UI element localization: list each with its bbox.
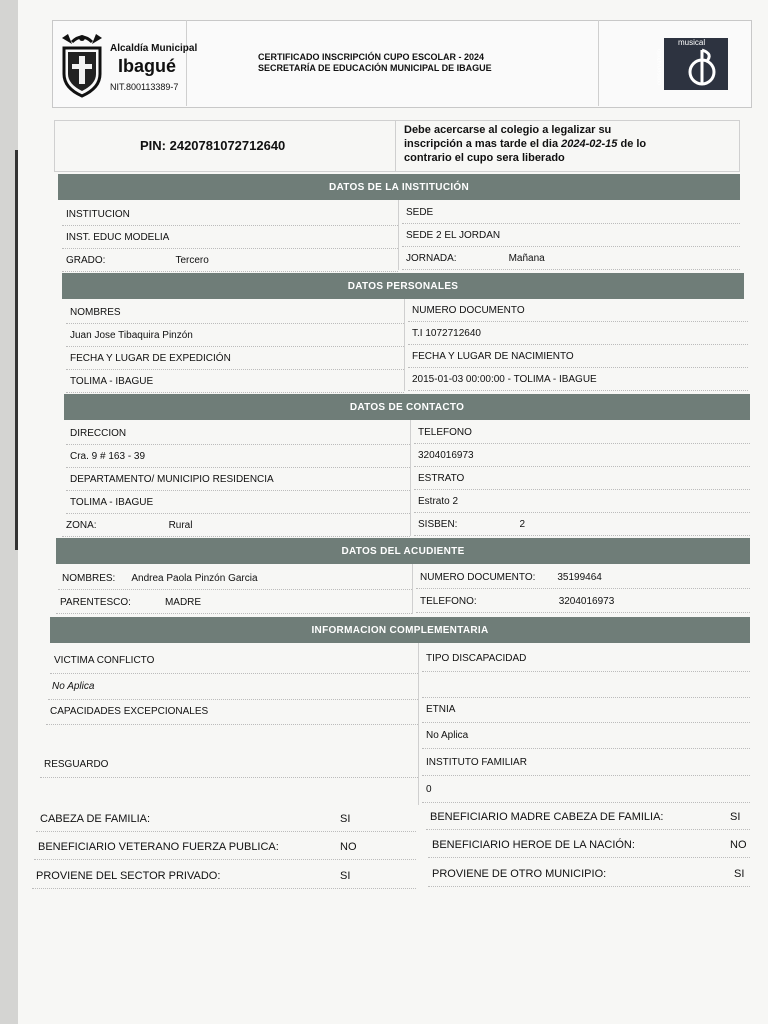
grado-row — [62, 250, 398, 272]
otro-municipio-row — [428, 861, 750, 887]
nombres-value: Juan Jose Tibaquira Pinzón — [66, 325, 404, 347]
jornada-row — [402, 248, 740, 270]
acudiente-telefono-value: 3204016973 — [558, 596, 615, 607]
beneficiario-madre-label: BENEFICIARIO MADRE CABEZA DE FAMILIA: — [430, 810, 664, 823]
sisben-value: 2 — [519, 519, 526, 530]
notice-line-3: contrario el cupo sera liberado — [404, 152, 565, 164]
direccion-value: Cra. 9 # 163 - 39 — [66, 446, 410, 468]
estrato-label: ESTRATO — [414, 468, 750, 490]
nacimiento-value: 2015-01-03 00:00:00 - TOLIMA - IBAGUE — [408, 369, 748, 391]
column-divider — [418, 643, 419, 805]
parentesco-label: PARENTESCO: — [60, 597, 131, 608]
victima-label: VICTIMA CONFLICTO — [50, 648, 418, 674]
column-divider — [410, 420, 411, 536]
acudiente-telefono-row — [416, 591, 750, 613]
capacidades-label: CAPACIDADES EXCEPCIONALES — [46, 699, 418, 725]
cabeza-familia-label: CABEZA DE FAMILIA: — [40, 812, 151, 825]
otro-municipio-label: PROVIENE DE OTRO MUNICIPIO: — [432, 867, 607, 880]
acudiente-documento-row — [416, 567, 750, 589]
section-bar-contacto: DATOS DE CONTACTO — [64, 394, 750, 420]
grado-value: Tercero — [175, 255, 209, 266]
acudiente-nombres-label: NOMBRES: — [62, 573, 116, 584]
acudiente-nombres-row — [58, 568, 412, 590]
documento-value: T.I 1072712640 — [408, 323, 748, 345]
column-divider — [412, 564, 413, 614]
notice-text: inscripción a mas tarde el dia — [404, 138, 559, 150]
discapacidad-value — [422, 672, 750, 698]
pin-divider — [395, 120, 396, 172]
beneficiario-madre-row — [426, 804, 750, 830]
section-bar-acudiente: DATOS DEL ACUDIENTE — [56, 538, 750, 564]
heroe-row — [428, 832, 750, 858]
certificate-page — [18, 0, 768, 1024]
conservatorio-logo — [657, 38, 728, 90]
logo-text-musical: musical — [678, 38, 706, 47]
etnia-label: ETNIA — [422, 697, 750, 723]
zona-label: ZONA: — [66, 520, 97, 531]
cabeza-familia-value: SI — [340, 812, 351, 825]
acudiente-nombres-value: Andrea Paola Pinzón Garcia — [131, 573, 258, 584]
otro-municipio-value: SI — [734, 867, 745, 880]
acudiente-documento-label: NUMERO DOCUMENTO: — [420, 572, 536, 583]
veterano-label: BENEFICIARIO VETERANO FUERZA PUBLICA: — [38, 840, 279, 853]
sector-privado-label: PROVIENE DEL SECTOR PRIVADO: — [36, 869, 221, 882]
telefono-value: 3204016973 — [414, 445, 750, 467]
alcaldia-text: Alcaldía Municipal — [110, 43, 198, 54]
jornada-label: JORNADA: — [406, 253, 457, 264]
sede-label: SEDE — [402, 202, 740, 224]
departamento-value: TOLIMA - IBAGUE — [66, 492, 410, 514]
documento-label: NUMERO DOCUMENTO — [408, 300, 748, 322]
section-bar-complementaria: INFORMACION COMPLEMENTARIA — [50, 617, 750, 643]
sisben-label: SISBEN: — [418, 519, 458, 530]
sector-privado-row — [32, 863, 416, 889]
expedicion-value: TOLIMA - IBAGUE — [66, 371, 404, 393]
parentesco-row — [56, 592, 412, 614]
victima-value: No Aplica — [48, 674, 418, 700]
acudiente-documento-value: 35199464 — [557, 572, 602, 583]
sede-value: SEDE 2 EL JORDAN — [402, 225, 740, 247]
etnia-value: No Aplica — [422, 723, 750, 749]
expedicion-label: FECHA Y LUGAR DE EXPEDICIÓN — [66, 348, 404, 370]
section-bar-personales: DATOS PERSONALES — [62, 273, 744, 299]
parentesco-value: MADRE — [164, 597, 202, 608]
pin-label: PIN: 2420781072712640 — [140, 138, 286, 153]
sector-privado-value: SI — [340, 869, 351, 882]
certificate-title: CERTIFICADO INSCRIPCIÓN CUPO ESCOLAR - 2024 — [258, 52, 485, 62]
instituto-value: 0 — [422, 777, 750, 803]
section-bar-institucion: DATOS DE LA INSTITUCIÓN — [58, 174, 740, 200]
beneficiario-madre-value: SI — [730, 810, 741, 823]
coat-of-arms-icon — [58, 30, 106, 100]
notice-line-1: Debe acercarse al colegio a legalizar su — [404, 124, 612, 136]
header-divider — [186, 20, 187, 106]
column-divider — [404, 299, 405, 391]
nombres-label: NOMBRES — [66, 302, 404, 324]
cabeza-familia-row — [36, 806, 416, 832]
notice-line-2 — [404, 138, 646, 150]
zona-value: Rural — [168, 520, 193, 531]
resguardo-label: RESGUARDO — [40, 752, 418, 778]
nacimiento-label: FECHA Y LUGAR DE NACIMIENTO — [408, 346, 748, 368]
heroe-value: NO — [730, 838, 747, 851]
grado-label: GRADO: — [66, 255, 106, 266]
notice-date: 2024-02-15 — [561, 138, 618, 150]
institucion-label: INSTITUCION — [62, 204, 398, 226]
city-text: Ibagué — [118, 56, 177, 76]
notice-text-end: de lo — [620, 138, 647, 150]
direccion-label: DIRECCION — [66, 423, 410, 445]
instituto-label: INSTITUTO FAMILIAR — [422, 750, 750, 776]
logo-text-conservatorio: conservatorio — [657, 48, 664, 86]
institucion-value: INST. EDUC MODELIA — [62, 227, 398, 249]
sisben-row — [414, 514, 750, 536]
estrato-value: Estrato 2 — [414, 491, 750, 513]
nit-text: NIT.800113389-7 — [110, 82, 179, 92]
heroe-label: BENEFICIARIO HEROE DE LA NACIÓN: — [432, 838, 635, 851]
treble-clef-icon — [680, 48, 724, 88]
departamento-label: DEPARTAMENTO/ MUNICIPIO RESIDENCIA — [66, 469, 410, 491]
discapacidad-label: TIPO DISCAPACIDAD — [422, 646, 750, 672]
column-divider — [398, 200, 399, 270]
zona-row — [62, 515, 410, 537]
jornada-value: Mañana — [508, 253, 545, 264]
header-divider — [598, 20, 599, 106]
acudiente-telefono-label: TELEFONO: — [420, 596, 477, 607]
veterano-value: NO — [340, 840, 357, 853]
veterano-row — [34, 834, 416, 860]
telefono-label: TELEFONO — [414, 422, 750, 444]
secretaria-title: SECRETARÍA DE EDUCACIÓN MUNICIPAL DE IBAGUE — [258, 63, 492, 73]
